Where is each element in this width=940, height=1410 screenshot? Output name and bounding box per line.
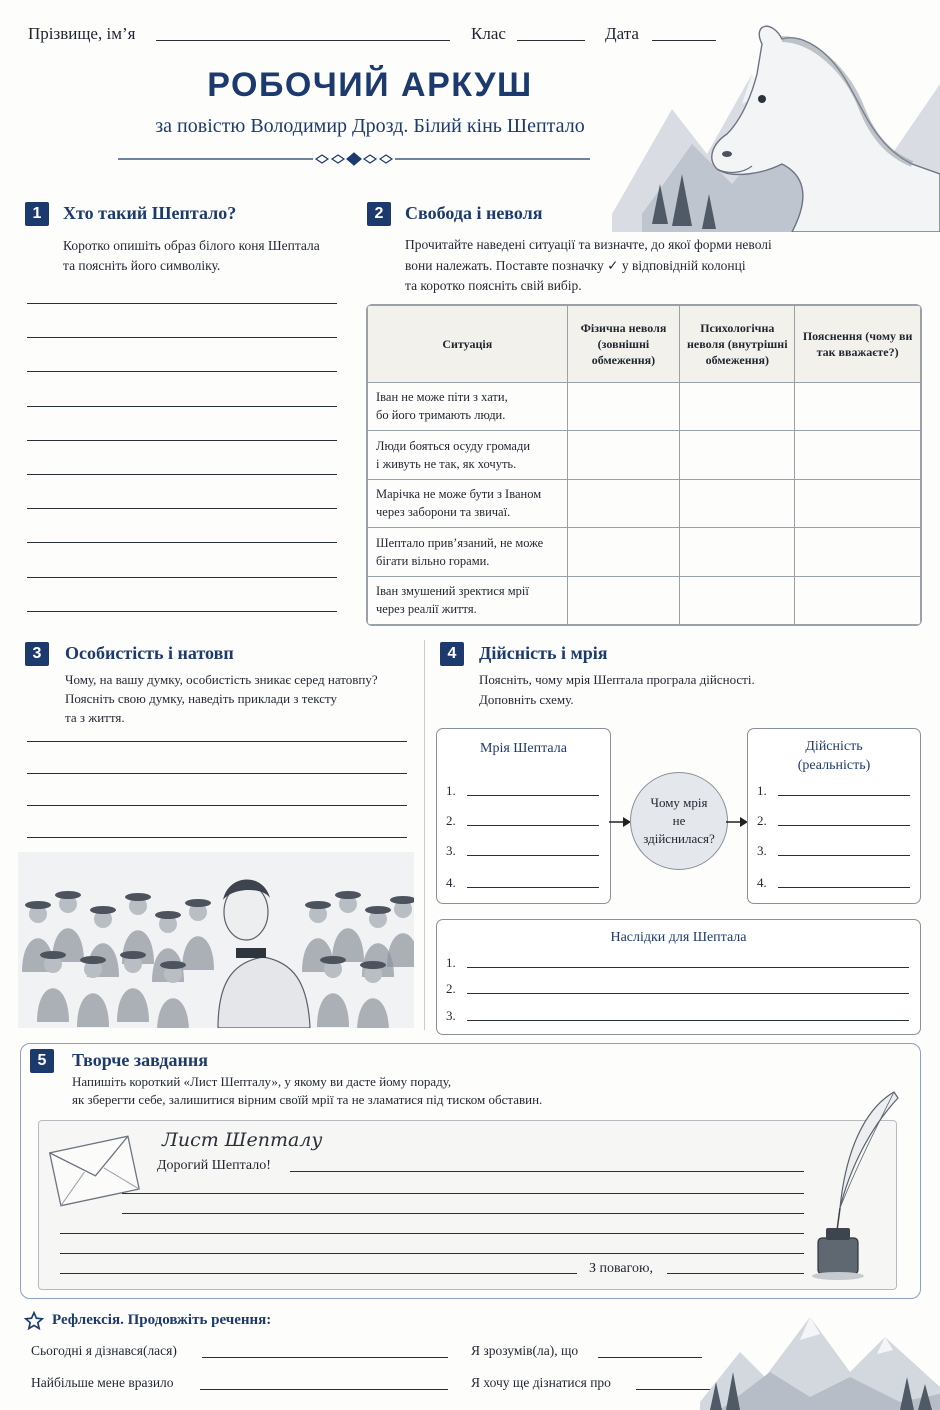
situation-cell (368, 576, 568, 624)
situation-cell (368, 431, 568, 479)
situation-text-line-2: і живуть не так, як хочуть. (376, 456, 517, 471)
physical-cell[interactable] (567, 528, 680, 576)
letter-line-6[interactable] (60, 1273, 577, 1274)
answer-line[interactable] (27, 837, 407, 838)
answer-line[interactable] (27, 773, 407, 774)
letter-heading: Лист Шепталу (162, 1129, 323, 1151)
quill-inkwell-icon (806, 1088, 906, 1284)
reflection-line-3[interactable] (200, 1389, 448, 1390)
psychological-cell[interactable] (680, 576, 795, 624)
title-ornament (118, 150, 590, 168)
reflection-line-2[interactable] (598, 1357, 702, 1358)
section-1-number: 1 (25, 202, 49, 226)
reflection-prompt-3: Найбільше мене вразило (31, 1375, 174, 1390)
answer-line[interactable] (27, 805, 407, 806)
why-circle (630, 772, 728, 870)
situation-text-line-2: бігати вільно горами. (376, 553, 490, 568)
situation-text-line-1: Люди бояться осуду громади (376, 438, 531, 453)
mountains-illustration (700, 1302, 940, 1410)
section-1-instruction-2: та поясніть його символіку. (63, 258, 221, 273)
page-subtitle: за повістю Володимир Дрозд. Білий кінь Шептало (155, 115, 585, 137)
situation-text-line-1: Марічка не може бути з Іваном (376, 487, 542, 502)
letter-greeting: Дорогий Шептало! (157, 1158, 271, 1173)
psychological-cell[interactable] (680, 382, 795, 430)
section-5-instruction-2: як зберегти себе, залишитися вірним своїй мрії та не зламатися під тиском обставин. (72, 1092, 543, 1107)
section-3-title: Особистість і натовп (65, 643, 234, 663)
letter-line-3[interactable] (122, 1213, 804, 1214)
reality-title-1: Дійсність (805, 739, 863, 754)
reality-line-4[interactable] (778, 887, 910, 888)
reflection-prompt-2: Я зрозумів(ла), що (471, 1343, 579, 1358)
horse-illustration (612, 14, 940, 232)
physical-cell[interactable] (567, 382, 680, 430)
letter-line-4[interactable] (60, 1233, 804, 1234)
section-5-number: 5 (30, 1049, 54, 1073)
header-situation: Ситуація (368, 306, 568, 383)
table-row (368, 576, 921, 624)
table-row (368, 382, 921, 430)
section-4-instruction-2: Доповніть схему. (479, 692, 574, 707)
answer-line[interactable] (27, 577, 337, 578)
dream-number-1: 1. (446, 783, 456, 798)
letter-line-5[interactable] (60, 1253, 804, 1254)
section-5-title: Творче завдання (72, 1050, 209, 1070)
section-1-title: Хто такий Шептало? (63, 203, 237, 223)
reflection-title: Рефлексія. Продовжіть речення: (52, 1312, 272, 1328)
section-4-title: Дійсність і мрія (479, 643, 608, 663)
table-row (368, 528, 921, 576)
letter-line-1[interactable] (290, 1171, 804, 1172)
section-2-title: Свобода і неволя (405, 203, 543, 223)
section-2-number: 2 (367, 202, 391, 226)
section-3-number: 3 (25, 642, 49, 666)
reality-box (747, 728, 921, 904)
answer-line[interactable] (27, 406, 337, 407)
section-3-instruction-3: та з життя. (65, 710, 125, 725)
reality-line-2[interactable] (778, 825, 910, 826)
why-line-1: Чому мрія (650, 795, 708, 810)
reality-line-1[interactable] (778, 795, 910, 796)
physical-cell[interactable] (567, 479, 680, 527)
consequence-line-3[interactable] (467, 1020, 909, 1021)
consequence-number-2: 2. (446, 981, 456, 996)
header-psychological: Психологічна неволя (внутрішні обмеження) (680, 306, 795, 383)
consequence-number-1: 1. (446, 955, 456, 970)
page-title: РОБОЧИЙ АРКУШ (207, 66, 533, 104)
explanation-cell[interactable] (795, 431, 921, 479)
answer-line[interactable] (27, 542, 337, 543)
section-3-instruction-1: Чому, на вашу думку, особистість зникає серед натовпу? (65, 672, 378, 687)
reality-number-4: 4. (757, 875, 767, 890)
consequences-title: Наслідки для Шептала (610, 930, 747, 945)
situation-text-line-1: Іван змушений зректися мрії (376, 584, 529, 599)
signature-line[interactable] (667, 1273, 804, 1274)
why-line-3: здійснилася? (643, 831, 715, 846)
situation-text-line-2: через заборони та звичаї. (376, 505, 511, 520)
situations-table (366, 304, 922, 626)
consequence-line-1[interactable] (467, 967, 909, 968)
section-2-instruction-3: та коротко поясніть свій вибір. (405, 278, 582, 293)
situation-text-line-2: через реалії життя. (376, 602, 477, 617)
situation-text-line-2: бо його тримають люди. (376, 408, 506, 423)
class-label: Клас (471, 24, 506, 43)
arrow-center-to-right (726, 815, 748, 829)
psychological-cell[interactable] (680, 479, 795, 527)
situation-cell (368, 528, 568, 576)
dream-number-2: 2. (446, 813, 456, 828)
dream-line-1[interactable] (467, 795, 599, 796)
physical-cell[interactable] (567, 576, 680, 624)
answer-line[interactable] (27, 303, 337, 304)
section-divider (424, 640, 425, 1030)
surname-field[interactable] (156, 40, 450, 41)
answer-line[interactable] (27, 508, 337, 509)
reflection-line-1[interactable] (202, 1357, 448, 1358)
explanation-cell[interactable] (795, 382, 921, 430)
date-label: Дата (605, 24, 639, 43)
section-1-instruction-1: Коротко опишіть образ білого коня Шептала (63, 238, 320, 253)
crowd-illustration (18, 852, 414, 1028)
explanation-cell[interactable] (795, 576, 921, 624)
situation-text-line-1: Іван не може піти з хати, (376, 390, 508, 405)
section-3-instruction-2: Поясніть свою думку, наведіть приклади з тексту (65, 691, 337, 706)
table-row (368, 479, 921, 527)
letter-closing: З повагою, (589, 1261, 653, 1276)
class-field[interactable] (517, 40, 585, 41)
header-explanation: Пояснення (чому ви так вважаєте?) (795, 306, 921, 383)
explanation-cell[interactable] (795, 528, 921, 576)
situation-text-line-1: Шептало прив’язаний, не може (376, 535, 544, 550)
reality-number-1: 1. (757, 783, 767, 798)
reflection-prompt-4: Я хочу ще дізнатися про (471, 1375, 611, 1390)
situation-cell (368, 479, 568, 527)
answer-line[interactable] (27, 611, 337, 612)
situation-cell (368, 382, 568, 430)
physical-cell[interactable] (567, 431, 680, 479)
psychological-cell[interactable] (680, 431, 795, 479)
why-line-2: не (672, 813, 686, 828)
reality-number-2: 2. (757, 813, 767, 828)
section-5-instruction-1: Напишіть короткий «Лист Шепталу», у якому ви дасте йому пораду, (72, 1074, 452, 1089)
reality-number-3: 3. (757, 843, 767, 858)
answer-line[interactable] (27, 474, 337, 475)
consequence-number-3: 3. (446, 1008, 456, 1023)
dream-number-4: 4. (446, 875, 456, 890)
consequence-line-2[interactable] (467, 993, 909, 994)
surname-label: Прізвище, ім’я (28, 24, 136, 43)
reality-title-2: (реальність) (797, 758, 871, 773)
star-icon (24, 1311, 44, 1331)
section-2-instruction-2: вони належать. Поставте позначку ✓ у відповідній колонці (405, 258, 746, 273)
consequences-box (436, 919, 921, 1035)
dream-number-3: 3. (446, 843, 456, 858)
envelope-icon (46, 1128, 142, 1210)
answer-line[interactable] (27, 440, 337, 441)
section-2-instruction-1: Прочитайте наведені ситуації та визначте, до якої форми неволі (405, 237, 772, 252)
dream-line-3[interactable] (467, 855, 599, 856)
letter-line-2[interactable] (122, 1193, 804, 1194)
header-physical: Фізична неволя (зовнішні обмеження) (567, 306, 680, 383)
reality-line-3[interactable] (778, 855, 910, 856)
section-4-instruction-1: Поясніть, чому мрія Шептала програла дійсності. (479, 672, 755, 687)
dream-line-2[interactable] (467, 825, 599, 826)
section-4-number: 4 (440, 642, 464, 666)
answer-line[interactable] (27, 741, 407, 742)
arrow-left-to-center (609, 815, 631, 829)
answer-line[interactable] (27, 371, 337, 372)
explanation-cell[interactable] (795, 479, 921, 527)
dream-line-4[interactable] (467, 887, 599, 888)
dream-box (436, 728, 611, 904)
answer-line[interactable] (27, 337, 337, 338)
table-row (368, 431, 921, 479)
dream-title: Мрія Шептала (480, 741, 567, 756)
psychological-cell[interactable] (680, 528, 795, 576)
reflection-prompt-1: Сьогодні я дізнався(лася) (31, 1343, 177, 1358)
